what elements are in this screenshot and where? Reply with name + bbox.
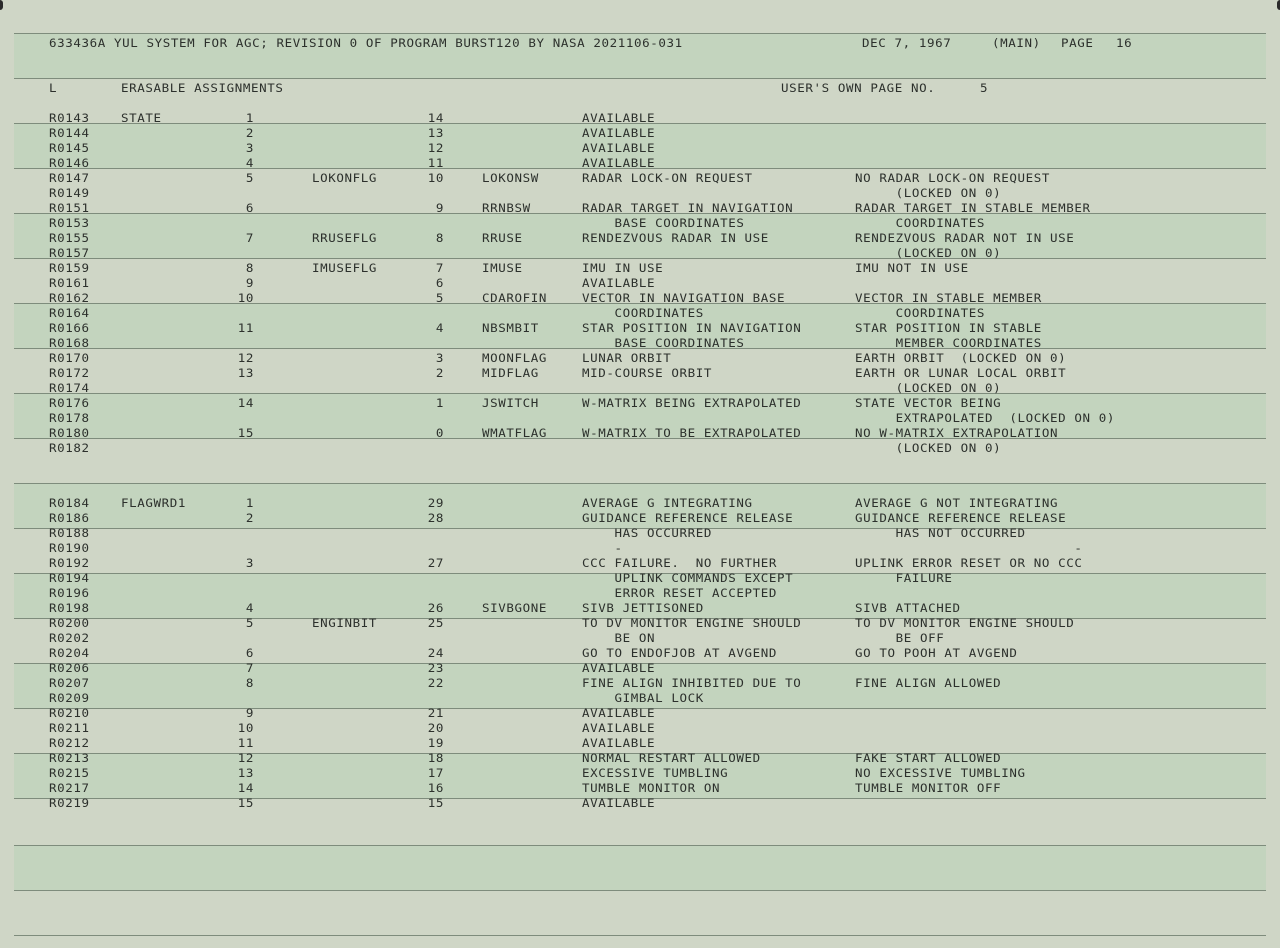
line-number: R0143 (49, 111, 90, 125)
bit-number: 17 (427, 766, 444, 780)
flag-index: 7 (245, 231, 254, 245)
line-number: R0210 (49, 706, 90, 720)
set-meaning: AVAILABLE (582, 721, 656, 735)
line-number: R0192 (49, 556, 90, 570)
bit-number: 26 (427, 601, 444, 615)
flag-index: 14 (237, 781, 254, 795)
flag-index: 13 (237, 366, 254, 380)
flag-index: 9 (245, 276, 254, 290)
reset-meaning: NO W-MATRIX EXTRAPOLATION (855, 426, 1059, 440)
flag-index: 11 (237, 736, 254, 750)
reset-meaning: COORDINATES (855, 216, 986, 230)
reset-meaning: - (855, 541, 1083, 555)
switch-name: LOKONSW (482, 171, 539, 185)
set-meaning: STAR POSITION IN NAVIGATION (582, 321, 802, 335)
set-meaning: IMU IN USE (582, 261, 664, 275)
flag-index: 4 (245, 156, 254, 170)
bit-number: 15 (427, 796, 444, 810)
line-number: R0178 (49, 411, 90, 425)
set-meaning: LUNAR ORBIT (582, 351, 672, 365)
flag-index: 14 (237, 396, 254, 410)
listing-title: 633436A YUL SYSTEM FOR AGC; REVISION 0 OF PROGRAM BURST120 BY NASA 2021106-031 (49, 36, 683, 50)
reset-meaning: STATE VECTOR BEING (855, 396, 1002, 410)
band-rule (14, 845, 1266, 846)
line-number: R0213 (49, 751, 90, 765)
reset-meaning: GUIDANCE REFERENCE RELEASE (855, 511, 1067, 525)
set-meaning: AVAILABLE (582, 156, 656, 170)
line-number: R0190 (49, 541, 90, 555)
bit-number: 1 (435, 396, 444, 410)
line-number: R0212 (49, 736, 90, 750)
line-number: R0186 (49, 511, 90, 525)
reset-meaning: HAS NOT OCCURRED (855, 526, 1026, 540)
reset-meaning: NO RADAR LOCK-ON REQUEST (855, 171, 1051, 185)
line-number: R0204 (49, 646, 90, 660)
switch-name: RRNBSW (482, 201, 531, 215)
line-number: R0207 (49, 676, 90, 690)
reset-meaning: TUMBLE MONITOR OFF (855, 781, 1002, 795)
bit-number: 22 (427, 676, 444, 690)
set-meaning: SIVB JETTISONED (582, 601, 704, 615)
switch-name: WMATFLAG (482, 426, 548, 440)
reset-meaning: RADAR TARGET IN STABLE MEMBER (855, 201, 1091, 215)
reset-meaning: EARTH ORBIT (LOCKED ON 0) (855, 351, 1067, 365)
switch-name: IMUSE (482, 261, 523, 275)
set-meaning: GO TO ENDOFJOB AT AVGEND (582, 646, 778, 660)
section-title: ERASABLE ASSIGNMENTS (121, 81, 284, 95)
line-number: R0144 (49, 126, 90, 140)
bit-number: 8 (435, 231, 444, 245)
band-rule (14, 78, 1266, 79)
set-meaning: AVAILABLE (582, 661, 656, 675)
set-meaning: W-MATRIX TO BE EXTRAPOLATED (582, 426, 802, 440)
flag-index: 15 (237, 426, 254, 440)
line-number: R0172 (49, 366, 90, 380)
bit-number: 14 (427, 111, 444, 125)
flag-index: 2 (245, 511, 254, 525)
line-number: R0153 (49, 216, 90, 230)
band-rule (14, 890, 1266, 891)
line-number: R0206 (49, 661, 90, 675)
reset-meaning: (LOCKED ON 0) (855, 381, 1002, 395)
flag-index: 12 (237, 351, 254, 365)
reset-meaning: NO EXCESSIVE TUMBLING (855, 766, 1026, 780)
set-meaning: UPLINK COMMANDS EXCEPT (582, 571, 794, 585)
line-number: R0209 (49, 691, 90, 705)
users-page-label: USER'S OWN PAGE NO. (781, 81, 936, 95)
line-number: R0176 (49, 396, 90, 410)
line-number: R0202 (49, 631, 90, 645)
reset-meaning: AVERAGE G NOT INTEGRATING (855, 496, 1059, 510)
listing-date: DEC 7, 1967 (862, 36, 952, 50)
switch-name: NBSMBIT (482, 321, 539, 335)
flag-index: 6 (245, 201, 254, 215)
set-meaning: TUMBLE MONITOR ON (582, 781, 721, 795)
reset-meaning: RENDEZVOUS RADAR NOT IN USE (855, 231, 1075, 245)
line-number: R0184 (49, 496, 90, 510)
line-number: R0145 (49, 141, 90, 155)
reset-meaning: FINE ALIGN ALLOWED (855, 676, 1002, 690)
set-meaning: TO DV MONITOR ENGINE SHOULD (582, 616, 802, 630)
switch-name: CDAROFIN (482, 291, 548, 305)
flag-index: 3 (245, 141, 254, 155)
flag-index: 1 (245, 496, 254, 510)
reset-meaning: UPLINK ERROR RESET OR NO CCC (855, 556, 1083, 570)
line-number: R0147 (49, 171, 90, 185)
bit-number: 9 (435, 201, 444, 215)
flag-index: 10 (237, 291, 254, 305)
band-rule (14, 935, 1266, 936)
page-number: 16 (1116, 36, 1133, 50)
set-meaning: AVAILABLE (582, 736, 656, 750)
bit-number: 29 (427, 496, 444, 510)
set-meaning: AVAILABLE (582, 796, 656, 810)
listing-section: (MAIN) (992, 36, 1041, 50)
flag-index: 10 (237, 721, 254, 735)
flag-index: 13 (237, 766, 254, 780)
set-meaning: HAS OCCURRED (582, 526, 713, 540)
set-meaning: AVERAGE G INTEGRATING (582, 496, 753, 510)
bit-number: 12 (427, 141, 444, 155)
flag-index: 15 (237, 796, 254, 810)
bit-number: 11 (427, 156, 444, 170)
set-meaning: BASE COORDINATES (582, 336, 745, 350)
bit-number: 6 (435, 276, 444, 290)
flag-name: IMUSEFLG (312, 261, 378, 275)
set-meaning: BASE COORDINATES (582, 216, 745, 230)
reset-meaning: (LOCKED ON 0) (855, 441, 1002, 455)
set-meaning: RENDEZVOUS RADAR IN USE (582, 231, 769, 245)
set-meaning: COORDINATES (582, 306, 704, 320)
line-number: R0211 (49, 721, 90, 735)
line-number: R0166 (49, 321, 90, 335)
sprocket-hole (0, 0, 3, 10)
line-number: R0164 (49, 306, 90, 320)
set-meaning: BE ON (582, 631, 656, 645)
flag-index: 7 (245, 661, 254, 675)
line-number: R0196 (49, 586, 90, 600)
reset-meaning: MEMBER COORDINATES (855, 336, 1042, 350)
bit-number: 18 (427, 751, 444, 765)
bit-number: 7 (435, 261, 444, 275)
line-number: R0174 (49, 381, 90, 395)
set-meaning: - (582, 541, 623, 555)
line-number: R0200 (49, 616, 90, 630)
set-meaning: GIMBAL LOCK (582, 691, 704, 705)
bit-number: 23 (427, 661, 444, 675)
set-meaning: CCC FAILURE. NO FURTHER (582, 556, 778, 570)
reset-meaning: EARTH OR LUNAR LOCAL ORBIT (855, 366, 1067, 380)
reset-meaning: COORDINATES (855, 306, 986, 320)
column-l-label: L (49, 81, 58, 95)
reset-meaning: IMU NOT IN USE (855, 261, 969, 275)
reset-meaning: SIVB ATTACHED (855, 601, 961, 615)
flag-name: RRUSEFLG (312, 231, 378, 245)
page-label: PAGE (1061, 36, 1094, 50)
bit-number: 5 (435, 291, 444, 305)
line-number: R0215 (49, 766, 90, 780)
flag-index: 6 (245, 646, 254, 660)
bit-number: 10 (427, 171, 444, 185)
switch-name: MOONFLAG (482, 351, 548, 365)
word-name: STATE (121, 111, 162, 125)
line-number: R0194 (49, 571, 90, 585)
switch-name: RRUSE (482, 231, 523, 245)
flag-name: LOKONFLG (312, 171, 378, 185)
flag-index: 8 (245, 676, 254, 690)
word-name: FLAGWRD1 (121, 496, 187, 510)
bit-number: 16 (427, 781, 444, 795)
bit-number: 24 (427, 646, 444, 660)
bit-number: 4 (435, 321, 444, 335)
reset-meaning: FAILURE (855, 571, 953, 585)
set-meaning: RADAR LOCK-ON REQUEST (582, 171, 753, 185)
flag-index: 5 (245, 171, 254, 185)
line-number: R0182 (49, 441, 90, 455)
set-meaning: W-MATRIX BEING EXTRAPOLATED (582, 396, 802, 410)
flag-index: 8 (245, 261, 254, 275)
set-meaning: VECTOR IN NAVIGATION BASE (582, 291, 786, 305)
line-number: R0157 (49, 246, 90, 260)
band-rule (14, 33, 1266, 34)
flag-name: ENGINBIT (312, 616, 378, 630)
reset-meaning: (LOCKED ON 0) (855, 186, 1002, 200)
line-number: R0198 (49, 601, 90, 615)
switch-name: JSWITCH (482, 396, 539, 410)
band-rule (14, 258, 1266, 259)
reset-meaning: BE OFF (855, 631, 945, 645)
line-number: R0180 (49, 426, 90, 440)
bit-number: 3 (435, 351, 444, 365)
set-meaning: AVAILABLE (582, 111, 656, 125)
switch-name: SIVBGONE (482, 601, 548, 615)
flag-index: 12 (237, 751, 254, 765)
bit-number: 13 (427, 126, 444, 140)
paper-band (14, 845, 1266, 890)
line-number: R0146 (49, 156, 90, 170)
users-page-number: 5 (980, 81, 989, 95)
bit-number: 21 (427, 706, 444, 720)
bit-number: 27 (427, 556, 444, 570)
set-meaning: ERROR RESET ACCEPTED (582, 586, 778, 600)
reset-meaning: EXTRAPOLATED (LOCKED ON 0) (855, 411, 1116, 425)
reset-meaning: GO TO POOH AT AVGEND (855, 646, 1018, 660)
reset-meaning: VECTOR IN STABLE MEMBER (855, 291, 1042, 305)
line-number: R0219 (49, 796, 90, 810)
reset-meaning: FAKE START ALLOWED (855, 751, 1002, 765)
flag-index: 9 (245, 706, 254, 720)
bit-number: 19 (427, 736, 444, 750)
set-meaning: AVAILABLE (582, 141, 656, 155)
flag-index: 1 (245, 111, 254, 125)
flag-index: 2 (245, 126, 254, 140)
bit-number: 0 (435, 426, 444, 440)
line-number: R0151 (49, 201, 90, 215)
set-meaning: NORMAL RESTART ALLOWED (582, 751, 761, 765)
set-meaning: MID-COURSE ORBIT (582, 366, 713, 380)
line-number: R0159 (49, 261, 90, 275)
line-number: R0162 (49, 291, 90, 305)
line-number: R0161 (49, 276, 90, 290)
reset-meaning: (LOCKED ON 0) (855, 246, 1002, 260)
set-meaning: AVAILABLE (582, 276, 656, 290)
switch-name: MIDFLAG (482, 366, 539, 380)
band-rule (14, 483, 1266, 484)
line-number: R0155 (49, 231, 90, 245)
line-number: R0168 (49, 336, 90, 350)
band-rule (14, 393, 1266, 394)
set-meaning: AVAILABLE (582, 706, 656, 720)
flag-index: 5 (245, 616, 254, 630)
flag-index: 3 (245, 556, 254, 570)
set-meaning: AVAILABLE (582, 126, 656, 140)
set-meaning: FINE ALIGN INHIBITED DUE TO (582, 676, 802, 690)
line-number: R0188 (49, 526, 90, 540)
line-number: R0149 (49, 186, 90, 200)
reset-meaning: TO DV MONITOR ENGINE SHOULD (855, 616, 1075, 630)
bit-number: 25 (427, 616, 444, 630)
line-number: R0170 (49, 351, 90, 365)
flag-index: 4 (245, 601, 254, 615)
bit-number: 28 (427, 511, 444, 525)
bit-number: 20 (427, 721, 444, 735)
set-meaning: GUIDANCE REFERENCE RELEASE (582, 511, 794, 525)
set-meaning: RADAR TARGET IN NAVIGATION (582, 201, 794, 215)
flag-index: 11 (237, 321, 254, 335)
bit-number: 2 (435, 366, 444, 380)
line-number: R0217 (49, 781, 90, 795)
set-meaning: EXCESSIVE TUMBLING (582, 766, 729, 780)
reset-meaning: STAR POSITION IN STABLE (855, 321, 1042, 335)
